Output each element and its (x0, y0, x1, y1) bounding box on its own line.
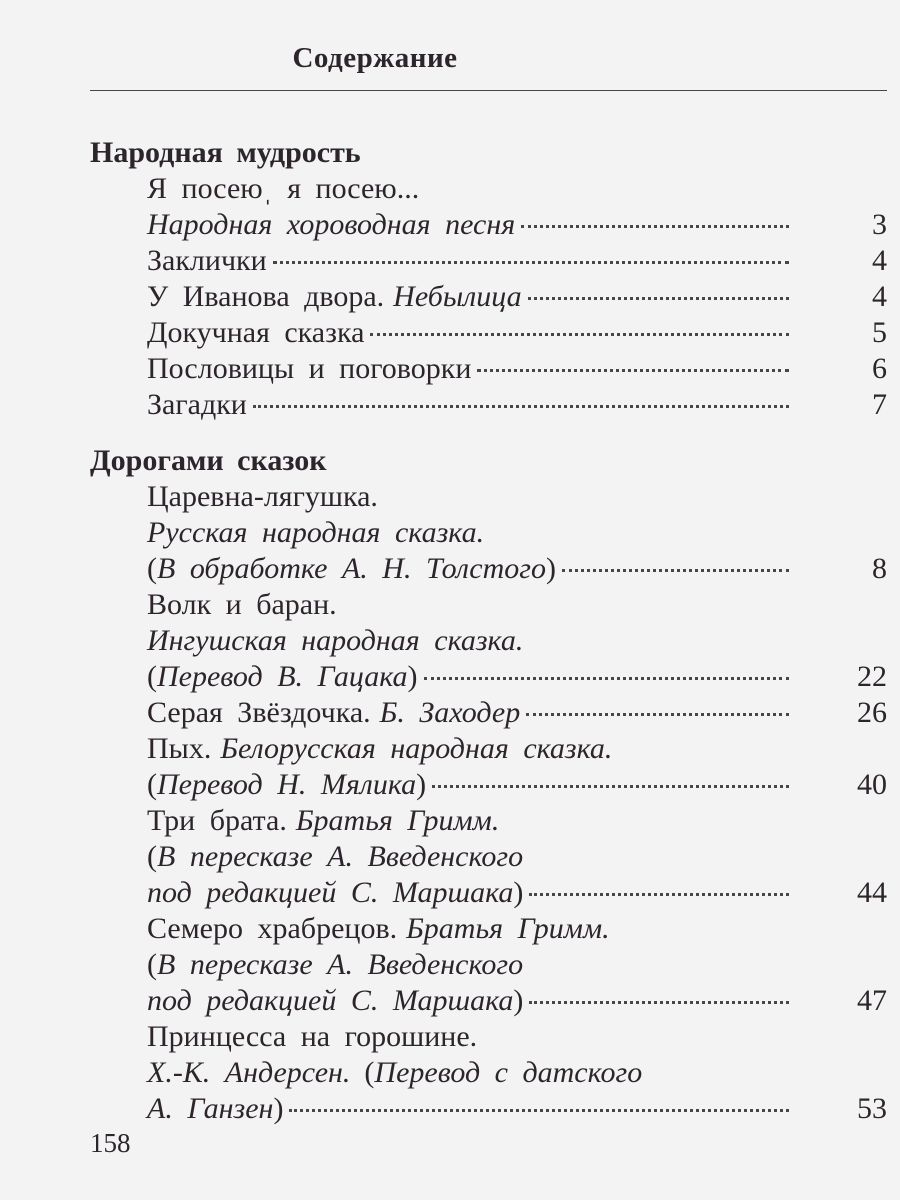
page-number-ref: 44 (857, 876, 887, 909)
page-number-ref: 26 (857, 696, 887, 729)
toc-line (147, 911, 887, 947)
entry-title: Серая Звёздочка. (147, 696, 371, 729)
toc-line (147, 695, 887, 731)
toc-entry[interactable] (147, 587, 887, 695)
title-rule (90, 90, 887, 91)
toc-line (147, 803, 887, 839)
toc-line (147, 731, 887, 767)
toc-line (147, 767, 887, 803)
toc-line (147, 551, 887, 587)
entry-paren: ) (407, 660, 418, 693)
toc-entry[interactable] (147, 171, 887, 207)
toc-line (147, 279, 887, 315)
toc-line (147, 839, 887, 875)
entry-title: Волк и баран. (147, 588, 337, 621)
leader-dots (273, 261, 789, 264)
toc-entry[interactable] (147, 387, 887, 423)
entry-author: Белорусская народная сказка. (220, 732, 613, 765)
toc-line (147, 947, 887, 983)
toc-entry[interactable] (147, 479, 887, 587)
toc-line (147, 515, 887, 551)
entry-title: ( (147, 660, 157, 693)
entry-title: ( (147, 768, 157, 801)
toc-line (147, 171, 887, 207)
leader-dots (528, 297, 789, 300)
toc-entry[interactable] (147, 279, 887, 315)
leader-dots (432, 785, 789, 788)
entry-paren: ) (545, 552, 556, 585)
page-number-ref: 3 (872, 208, 887, 241)
page-number-ref: 4 (872, 280, 887, 313)
toc-entry[interactable] (147, 243, 887, 279)
entry-title: Царевна-лягушка. (147, 480, 378, 513)
toc-line (147, 315, 887, 351)
entry-title: Пых. (147, 732, 212, 765)
entry-author: Небылица (393, 280, 522, 313)
leader-dots (253, 405, 789, 408)
toc-line (147, 587, 887, 623)
section-title: Дорогами сказок (90, 444, 327, 477)
entry-author: Ингушская народная сказка. (147, 624, 524, 657)
entry-title: Заклички (147, 244, 267, 277)
leader-dots (529, 893, 789, 896)
entry-author: Перевод Н. Мялика (157, 768, 417, 801)
page-number: 158 (90, 1128, 131, 1158)
entry-title: Я посеюˌ я посею... (147, 172, 420, 205)
page-number-ref: 7 (872, 388, 887, 421)
toc-line (147, 659, 887, 695)
entry-author: Б. Заходер (379, 696, 521, 729)
entry-paren: ) (273, 1092, 284, 1125)
entry-author: В пересказе А. Введенского (157, 840, 524, 873)
entry-author: А. Ганзен (147, 1092, 274, 1125)
toc-line (147, 875, 887, 911)
entry-author: Х.-К. Андерсен. (147, 1056, 351, 1089)
entry-title: Три брата. (147, 804, 287, 837)
toc-line (147, 1019, 887, 1055)
leader-dots (424, 677, 790, 680)
toc-line (147, 207, 887, 243)
entry-paren: ) (513, 876, 524, 909)
toc-line (147, 387, 887, 423)
toc-line (147, 623, 887, 659)
leader-dots (562, 569, 789, 572)
toc-line (147, 1055, 887, 1091)
leader-dots (526, 713, 789, 716)
section-title: Народная мудрость (90, 136, 361, 169)
toc-entry[interactable] (147, 803, 887, 911)
toc-entry[interactable] (147, 315, 887, 351)
page-number-ref: 53 (857, 1092, 887, 1125)
leader-dots (370, 333, 789, 336)
page-number-ref: 4 (872, 244, 887, 277)
entry-title: ( (147, 840, 157, 873)
toc-line (147, 1091, 887, 1127)
leader-dots (289, 1109, 789, 1112)
entry-title: Семеро храбрецов. (147, 912, 398, 945)
entry-author: В обработке А. Н. Толстого (157, 552, 546, 585)
toc-entry[interactable] (147, 911, 887, 1019)
entry-title: Загадки (147, 388, 247, 421)
page-number-ref: 47 (857, 984, 887, 1017)
toc-line (147, 479, 887, 515)
toc-entry[interactable] (147, 351, 887, 387)
toc-entry[interactable] (147, 207, 887, 243)
toc-entry[interactable] (147, 695, 887, 731)
entry-title: ( (147, 948, 157, 981)
entry-title: ( (147, 552, 157, 585)
entry-paren: ) (416, 768, 427, 801)
entry-title: У Иванова двора. (147, 280, 385, 313)
leader-dots (521, 225, 789, 228)
entry-author: под редакцией С. Маршака (147, 984, 514, 1017)
entry-translator: Перевод с датского (374, 1056, 643, 1089)
toc-entry[interactable] (147, 731, 887, 803)
entry-title: Пословицы и поговорки (147, 352, 472, 385)
entry-author: Братья Гримм. (295, 804, 500, 837)
page-number-ref: 8 (872, 552, 887, 585)
entry-paren: ( (364, 1056, 375, 1089)
leader-dots (529, 1001, 789, 1004)
page-number-ref: 40 (857, 768, 887, 801)
entry-author: Русская народная сказка. (147, 516, 485, 549)
page-number-ref: 22 (857, 660, 887, 693)
page-number-ref: 6 (872, 352, 887, 385)
entry-title: Принцесса на горошине. (147, 1020, 478, 1053)
toc-line (147, 243, 887, 279)
page-number-ref: 5 (872, 316, 887, 349)
entry-author: Народная хороводная песня (147, 208, 516, 241)
entry-author: под редакцией С. Маршака (147, 876, 514, 909)
entry-title: Докучная сказка (147, 316, 365, 349)
toc-line (147, 351, 887, 387)
entry-author: Перевод В. Гацака (157, 660, 408, 693)
entry-author: В пересказе А. Введенского (157, 948, 524, 981)
toc-line (147, 983, 887, 1019)
toc-entry[interactable] (147, 1019, 887, 1127)
leader-dots (477, 369, 789, 372)
entry-author: Братья Гримм. (406, 912, 610, 945)
entry-paren: ) (513, 984, 524, 1017)
page-title: Содержание (292, 42, 458, 74)
